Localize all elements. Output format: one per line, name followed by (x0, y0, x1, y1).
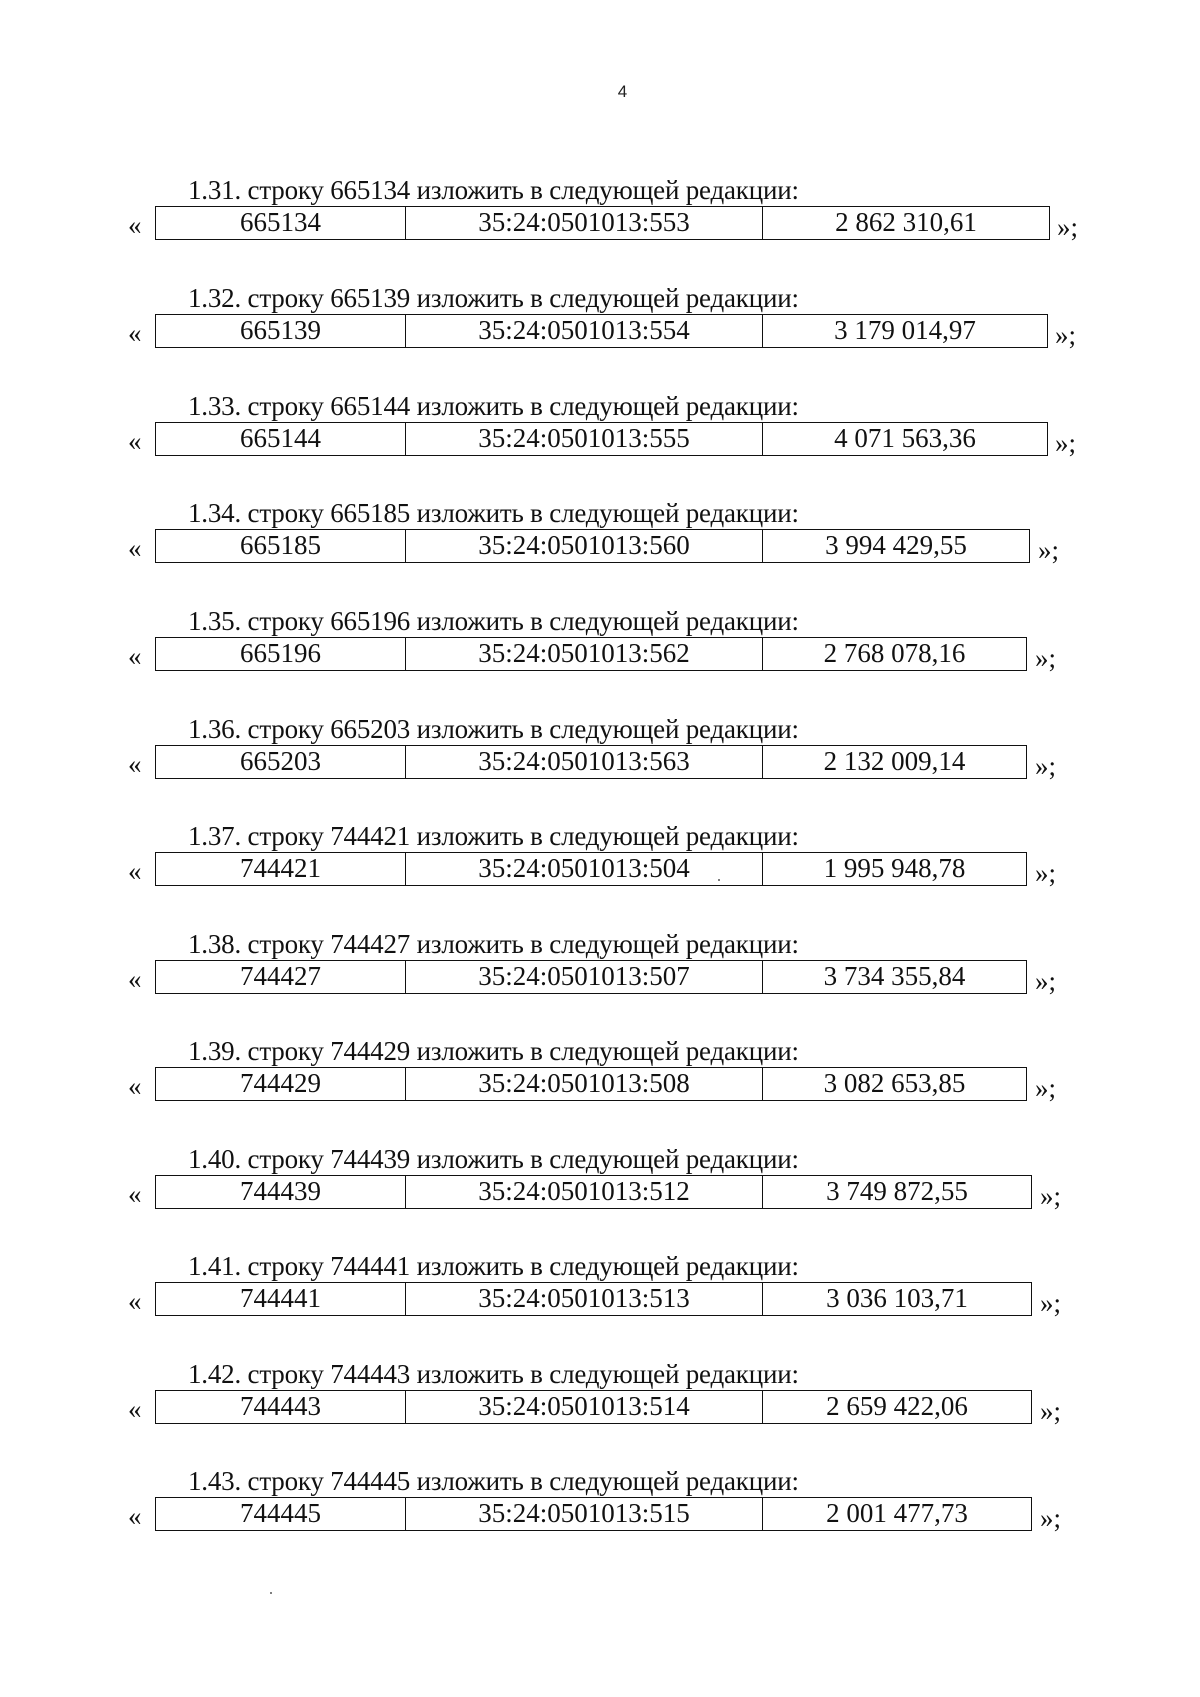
scan-speck (270, 1592, 272, 1594)
entry-heading: 1.36. строку 665203 изложить в следующей редакции: (188, 714, 799, 744)
row-code-cell: 744421 (156, 853, 406, 885)
row-code-cell: 744443 (156, 1391, 406, 1423)
entry-heading: 1.42. строку 744443 изложить в следующей редакции: (188, 1359, 799, 1389)
row-table (155, 1067, 1027, 1101)
entry-heading: 1.38. строку 744427 изложить в следующей редакции: (188, 929, 799, 959)
amendment-entry (0, 1251, 1200, 1341)
entry-heading: 1.31. строку 665134 изложить в следующей редакции: (188, 175, 799, 205)
opening-quote: « (128, 533, 142, 563)
row-table (155, 529, 1030, 563)
opening-quote: « (128, 1179, 142, 1209)
value-cell: 2 768 078,16 (823, 638, 966, 668)
closing-quote: »; (1035, 1073, 1057, 1103)
amendment-entry (0, 929, 1200, 1019)
entry-heading: 1.37. строку 744421 изложить в следующей редакции: (188, 821, 799, 851)
cadastral-number-cell: 35:24:0501013:563 (406, 746, 763, 778)
cadastral-number-cell: 35:24:0501013:514 (406, 1391, 763, 1423)
amendment-entry (0, 391, 1200, 481)
opening-quote: « (128, 641, 142, 671)
cadastral-number-cell: 35:24:0501013:562 (406, 638, 763, 670)
row-code-cell: 665139 (156, 315, 406, 347)
entry-heading: 1.33. строку 665144 изложить в следующей редакции: (188, 391, 799, 421)
opening-quote: « (128, 1394, 142, 1424)
cadastral-number-cell: 35:24:0501013:504 (406, 853, 763, 885)
value-cell: 2 001 477,73 (826, 1498, 968, 1528)
row-table (155, 852, 1027, 886)
entry-heading: 1.40. строку 744439 изложить в следующей редакции: (188, 1144, 799, 1174)
entry-heading: 1.35. строку 665196 изложить в следующей редакции: (188, 606, 799, 636)
closing-quote: »; (1035, 643, 1057, 673)
closing-quote: »; (1055, 428, 1077, 458)
value-cell: 2 862 310,61 (835, 207, 977, 237)
row-table (155, 960, 1027, 994)
value-cell: 2 659 422,06 (826, 1391, 968, 1421)
row-table (155, 1497, 1032, 1531)
closing-quote: »; (1055, 320, 1077, 350)
value-cell: 3 082 653,85 (823, 1068, 966, 1098)
cadastral-number-cell: 35:24:0501013:515 (406, 1498, 763, 1530)
row-code-cell: 665134 (156, 207, 406, 239)
cadastral-number-cell: 35:24:0501013:508 (406, 1068, 763, 1100)
closing-quote: »; (1040, 1288, 1062, 1318)
closing-quote: »; (1040, 1396, 1062, 1426)
entry-heading: 1.39. строку 744429 изложить в следующей редакции: (188, 1036, 799, 1066)
row-code-cell: 744441 (156, 1283, 406, 1315)
row-table (155, 1390, 1032, 1424)
closing-quote: »; (1040, 1503, 1062, 1533)
opening-quote: « (128, 318, 142, 348)
closing-quote: »; (1057, 212, 1079, 242)
entry-heading: 1.41. строку 744441 изложить в следующей редакции: (188, 1251, 799, 1281)
opening-quote: « (128, 964, 142, 994)
value-cell: 3 179 014,97 (834, 315, 976, 345)
row-code-cell: 744445 (156, 1498, 406, 1530)
row-code-cell: 665196 (156, 638, 406, 670)
row-code-cell: 744427 (156, 961, 406, 993)
amendment-entry (0, 1036, 1200, 1126)
row-code-cell: 665185 (156, 530, 406, 562)
amendment-entry (0, 714, 1200, 804)
row-code-cell: 744439 (156, 1176, 406, 1208)
opening-quote: « (128, 749, 142, 779)
entry-heading: 1.34. строку 665185 изложить в следующей редакции: (188, 498, 799, 528)
value-cell: 3 994 429,55 (825, 530, 967, 560)
amendment-entry (0, 283, 1200, 373)
amendment-entry (0, 821, 1200, 911)
value-cell: 4 071 563,36 (834, 423, 976, 453)
row-table (155, 314, 1048, 348)
row-code-cell: 665203 (156, 746, 406, 778)
amendment-entry (0, 175, 1200, 265)
cadastral-number-cell: 35:24:0501013:560 (406, 530, 763, 562)
opening-quote: « (128, 426, 142, 456)
row-table (155, 422, 1048, 456)
opening-quote: « (128, 210, 142, 240)
cadastral-number-cell: 35:24:0501013:555 (406, 423, 763, 455)
value-cell: 3 036 103,71 (826, 1283, 968, 1313)
cadastral-number-cell: 35:24:0501013:554 (406, 315, 763, 347)
closing-quote: »; (1040, 1181, 1062, 1211)
closing-quote: »; (1035, 966, 1057, 996)
page-number: 4 (617, 82, 628, 101)
row-table (155, 637, 1027, 671)
row-code-cell: 665144 (156, 423, 406, 455)
cadastral-number-cell: 35:24:0501013:553 (406, 207, 763, 239)
entry-heading: 1.43. строку 744445 изложить в следующей редакции: (188, 1466, 799, 1496)
entry-heading: 1.32. строку 665139 изложить в следующей редакции: (188, 283, 799, 313)
row-code-cell: 744429 (156, 1068, 406, 1100)
value-cell: 3 749 872,55 (826, 1176, 968, 1206)
row-table (155, 745, 1027, 779)
opening-quote: « (128, 1286, 142, 1316)
amendment-entry (0, 1466, 1200, 1556)
cadastral-number-cell: 35:24:0501013:513 (406, 1283, 763, 1315)
amendment-entry (0, 1144, 1200, 1234)
opening-quote: « (128, 856, 142, 886)
amendment-entry (0, 606, 1200, 696)
closing-quote: »; (1035, 858, 1057, 888)
amendment-entry (0, 498, 1200, 588)
value-cell: 3 734 355,84 (823, 961, 966, 991)
scan-speck (718, 879, 720, 881)
opening-quote: « (128, 1501, 142, 1531)
row-table (155, 206, 1050, 240)
value-cell: 1 995 948,78 (823, 853, 966, 883)
row-table (155, 1282, 1032, 1316)
closing-quote: »; (1038, 535, 1060, 565)
value-cell: 2 132 009,14 (823, 746, 966, 776)
amendment-entry (0, 1359, 1200, 1449)
cadastral-number-cell: 35:24:0501013:507 (406, 961, 763, 993)
closing-quote: »; (1035, 751, 1057, 781)
row-table (155, 1175, 1032, 1209)
opening-quote: « (128, 1071, 142, 1101)
cadastral-number-cell: 35:24:0501013:512 (406, 1176, 763, 1208)
